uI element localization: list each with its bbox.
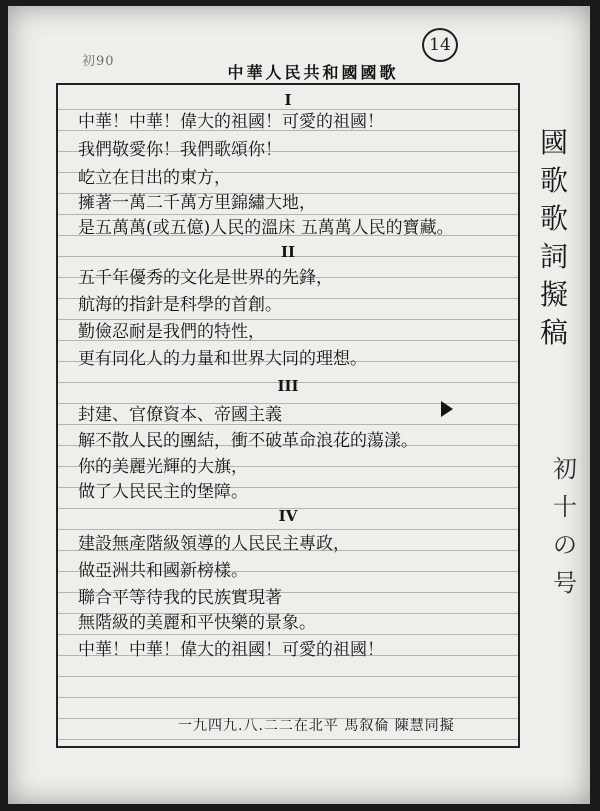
lyric-line: 屹立在日出的東方， — [78, 168, 231, 188]
side-title-char: 國 — [539, 126, 568, 159]
side-title-char: 擬 — [539, 278, 568, 311]
lyric-line: 中華！中華！偉大的祖國！可愛的祖國！ — [78, 640, 384, 660]
lyric-line: 勤儉忍耐是我們的特性， — [78, 322, 265, 342]
lyric-line: 五千年優秀的文化是世界的先鋒， — [78, 268, 333, 288]
lyric-line: 航海的指針是科學的首創。 — [78, 295, 282, 315]
lyric-line: 擁著一萬二千萬方里錦繡大地， — [78, 193, 316, 213]
section-numeral-2: II — [280, 243, 296, 261]
side-note-char: の — [553, 531, 577, 559]
section-numeral-1: I — [284, 91, 292, 109]
lyric-line: 是五萬萬(或五億)人民的溫床 五萬萬人民的寶藏。 — [78, 218, 454, 238]
lyric-line: 無階級的美麗和平快樂的景象。 — [78, 613, 316, 633]
date-and-authors: 一九四九.八.二二在北平 馬叙倫 陳慧同擬 — [178, 718, 455, 734]
manuscript-sheet — [8, 6, 590, 804]
side-title-char: 稿 — [539, 316, 568, 349]
side-note-char: 号 — [553, 569, 577, 597]
side-title-vertical — [536, 124, 572, 352]
lyric-line: 聯合平等待我的民族實現著 — [78, 588, 282, 608]
lyric-line: 封建、官僚資本、帝國主義 — [78, 405, 282, 425]
lyric-line: 做亞洲共和國新榜樣。 — [78, 561, 248, 581]
lyric-line: 建設無產階級領導的人民民主專政， — [78, 534, 350, 554]
page-number-circle: 14 — [422, 28, 458, 62]
ruled-lyrics-frame — [56, 83, 520, 748]
section-numeral-3: III — [277, 377, 299, 395]
insertion-mark-icon — [440, 400, 454, 418]
archive-note: 初90 — [82, 54, 115, 69]
lyric-line: 我們敬愛你！我們歌頌你！ — [78, 140, 282, 160]
anthem-title: 中華人民共和國國歌 — [227, 63, 399, 82]
side-title-char: 詞 — [539, 240, 568, 273]
side-note-char: 十 — [553, 493, 577, 521]
side-note-vertical — [552, 450, 578, 602]
side-title-char: 歌 — [539, 202, 568, 235]
side-title-char: 歌 — [539, 164, 568, 197]
lyric-line: 更有同化人的力量和世界大同的理想。 — [78, 349, 367, 369]
lyric-line: 中華！中華！偉大的祖國！可愛的祖國！ — [78, 112, 384, 132]
lyric-line: 做了人民民主的堡障。 — [78, 482, 248, 502]
side-note-char: 初 — [553, 455, 577, 483]
lyric-line: 你的美麗光輝的大旗， — [78, 457, 248, 477]
section-numeral-4: IV — [278, 507, 298, 525]
lyric-line: 解不散人民的團結，衝不破革命浪花的蕩漾。 — [78, 431, 418, 451]
